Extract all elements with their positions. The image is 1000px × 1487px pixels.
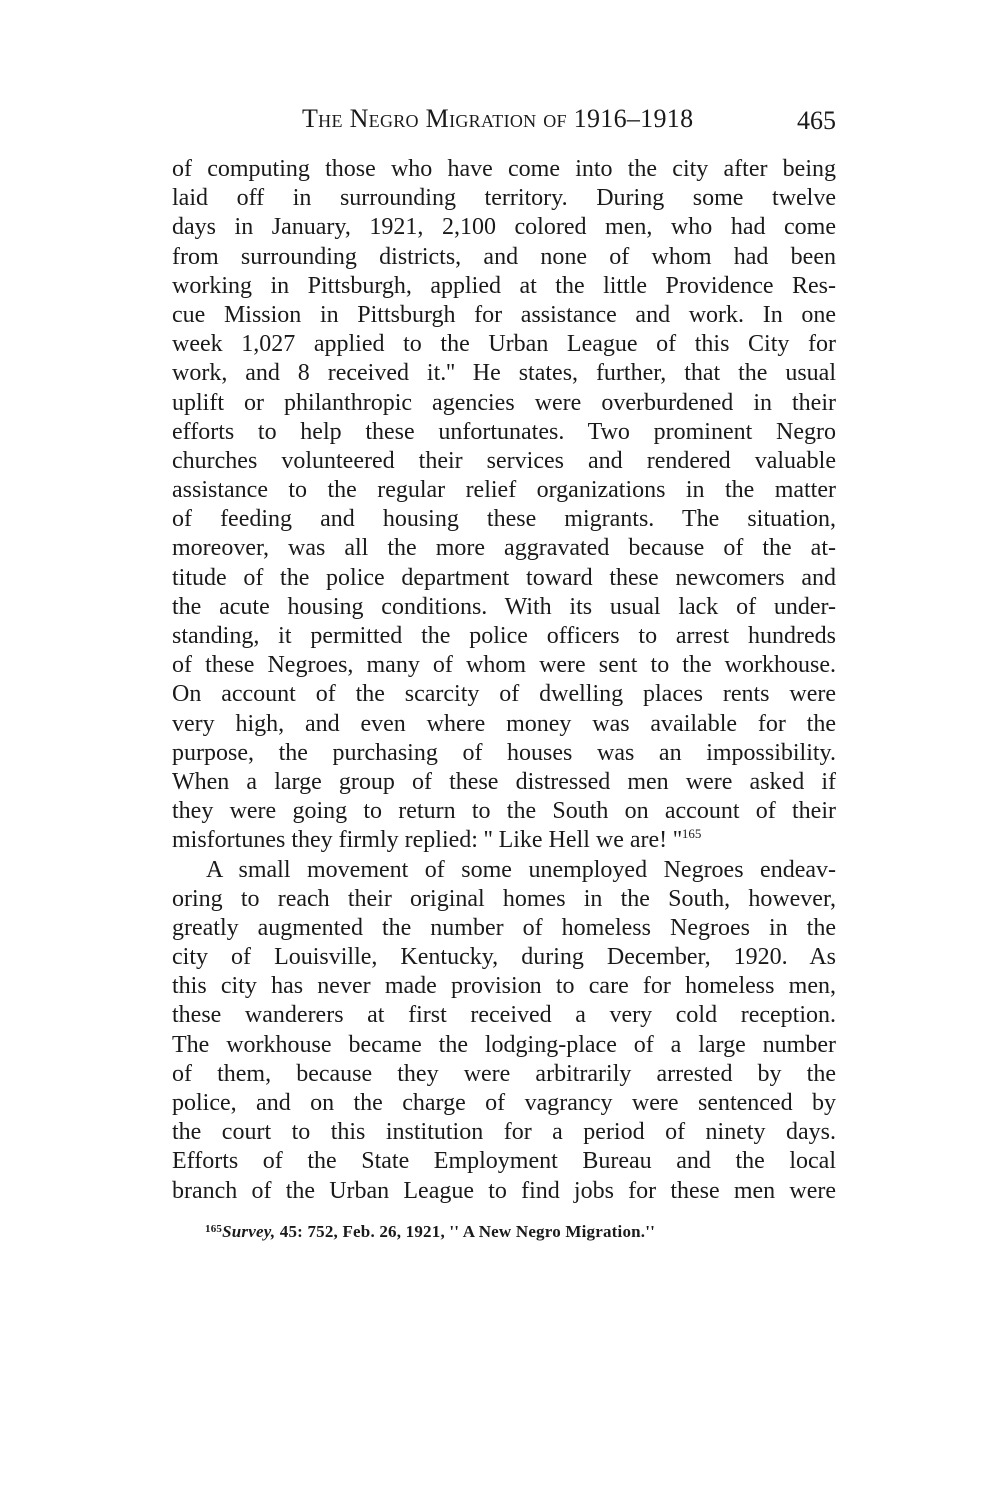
page-number: 465 <box>797 106 836 135</box>
footnote-number: 165 <box>205 1223 223 1235</box>
text-line: of computing those who have come into the city after being <box>172 156 836 182</box>
text-line: moreover, was all the more aggravated because of the at- <box>172 535 836 562</box>
text-line: week 1,027 applied to the Urban League of this City for <box>172 331 836 358</box>
text-line: city of Louisville, Kentucky, during December, 1920. As <box>172 944 836 971</box>
text-line: police, and on the charge of vagrancy were sentenced by <box>172 1090 836 1116</box>
text-line: from surrounding districts, and none of whom had been <box>172 243 836 270</box>
text-line: days in January, 1921, 2,100 colored men, who had come <box>172 214 836 241</box>
text-line: purpose, the purchasing of houses was an impossibility. <box>172 739 836 766</box>
text-line: uplift or philanthropic agencies were overburdened in their <box>172 389 836 416</box>
text-line: work, and 8 received it.'' He states, further, that the usual <box>172 360 836 387</box>
footnote-citation: 45: 752, Feb. 26, 1921, '' A New Negro Migration.'' <box>275 1222 656 1241</box>
text-line: oring to reach their original homes in the South, however, <box>172 885 836 912</box>
body-text <box>172 155 836 1206</box>
text-line: The workhouse became the lodging-place of a large number <box>172 1031 836 1058</box>
text-line: A small movement of some unemployed Negroes endeav- <box>206 856 836 883</box>
text-line: misfortunes they firmly replied: '' Like Hell we are! '' <box>172 827 682 854</box>
footnote-reference: 165 <box>681 826 702 842</box>
text-line: they were going to return to the South on account of their <box>172 798 836 825</box>
text-line: laid off in surrounding territory. During some twelve <box>172 185 836 212</box>
text-line: churches volunteered their services and rendered valuable <box>172 447 836 474</box>
footnote <box>205 1222 835 1242</box>
text-line: assistance to the regular relief organizations in the matter <box>172 477 836 504</box>
text-line: these wanderers at first received a very cold reception. <box>172 1002 836 1029</box>
footnote-source: Survey, <box>222 1222 276 1241</box>
text-line: working in Pittsburgh, applied at the little Providence Res- <box>172 272 836 299</box>
text-line: of feeding and housing these migrants. The situation, <box>172 506 836 533</box>
text-line: When a large group of these distressed men were asked if <box>172 768 836 795</box>
text-line: Efforts of the State Employment Bureau and the local <box>172 1148 836 1175</box>
text-line: this city has never made provision to care for homeless men, <box>172 973 836 1000</box>
text-line: of them, because they were arbitrarily arrested by the <box>172 1060 836 1087</box>
running-title: The Negro Migration of 1916–1918 <box>302 104 694 133</box>
text-line: cue Mission in Pittsburgh for assistance and work. In one <box>172 301 836 328</box>
text-line: standing, it permitted the police officers to arrest hundreds <box>172 623 836 649</box>
text-line: the acute housing conditions. With its usual lack of under- <box>172 593 836 620</box>
running-head <box>172 104 836 144</box>
text-line: of these Negroes, many of whom were sent to the workhouse. <box>172 652 836 679</box>
text-line-with-footnote-ref <box>172 826 836 855</box>
text-line: titude of the police department toward these newcomers and <box>172 564 836 591</box>
text-line: the court to this institution for a period of ninety days. <box>172 1119 836 1146</box>
text-line: branch of the Urban League to find jobs for these men were <box>172 1177 836 1204</box>
text-line: greatly augmented the number of homeless Negroes in the <box>172 914 836 941</box>
text-line: very high, and even where money was available for the <box>172 710 836 737</box>
text-line: efforts to help these unfortunates. Two prominent Negro <box>172 418 836 445</box>
text-line: On account of the scarcity of dwelling places rents were <box>172 681 836 708</box>
